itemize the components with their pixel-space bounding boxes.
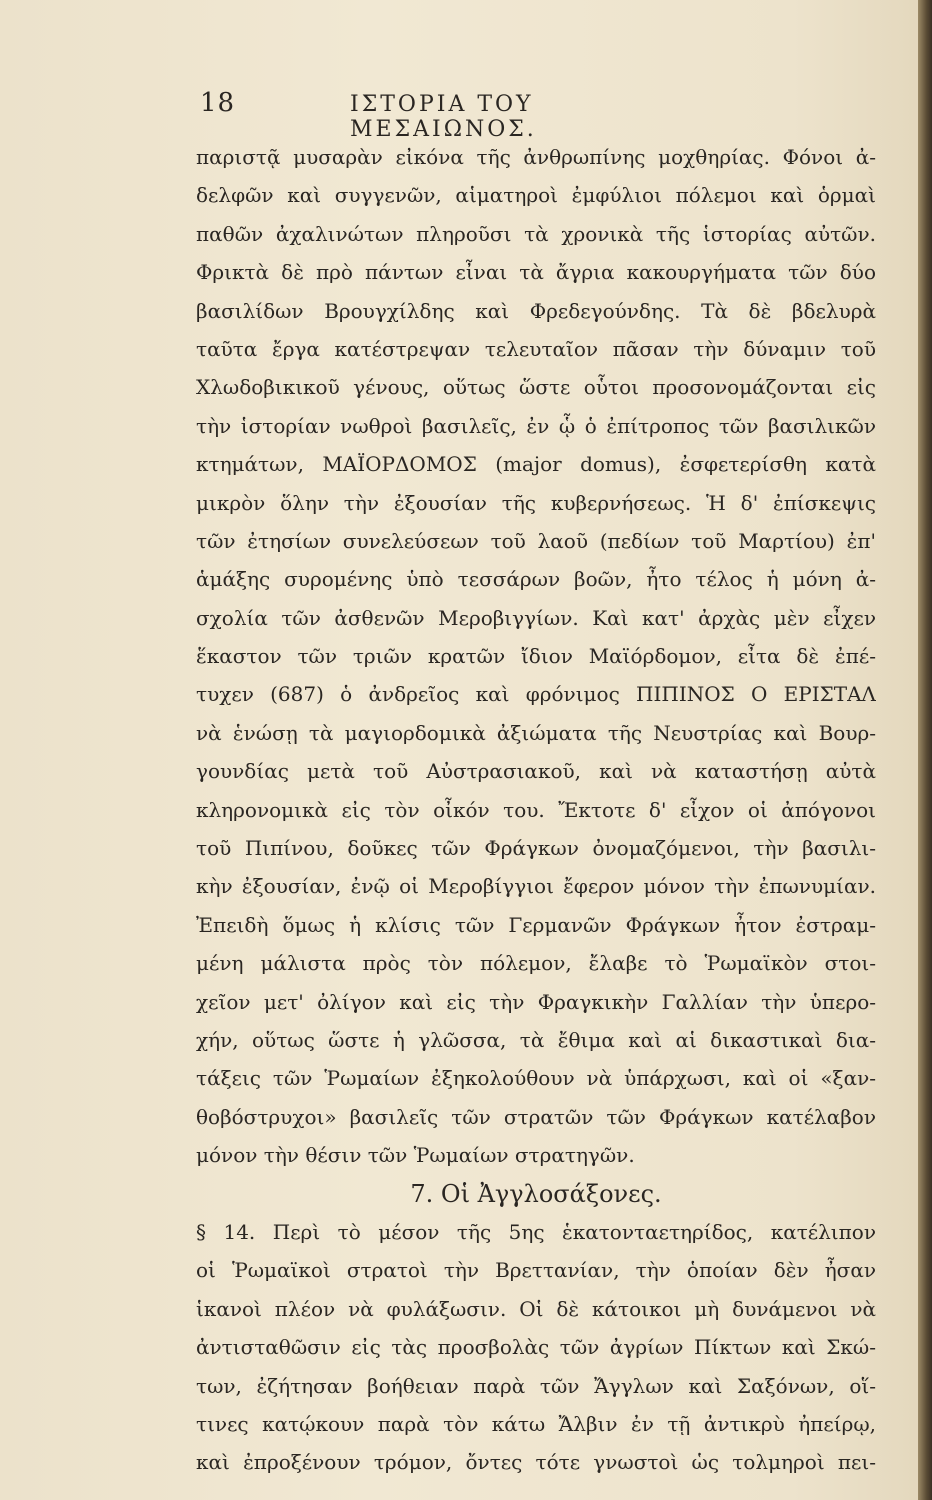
text-line: χήν, οὕτως ὥστε ἡ γλῶσσα, τὰ ἔθιμα καὶ αἱ δικαστικαὶ δια- (196, 1027, 876, 1052)
text-line: τάξεις τῶν Ῥωμαίων ἐξηκολούθουν νὰ ὑπάρχωσι, καὶ οἱ «ξαν- (196, 1066, 876, 1091)
page-body (196, 138, 876, 1482)
text-line: τινες κατῴκουν παρὰ τὸν κάτω Ἄλβιν ἐν τῇ ἀντικρὺ ἠπείρῳ, (196, 1411, 876, 1436)
text-line: τῶν ἐτησίων συνελεύσεων τοῦ λαοῦ (πεδίων τοῦ Μαρτίου) ἐπ' (196, 528, 876, 553)
book-spine-edge (918, 0, 932, 1500)
page-header (200, 88, 720, 142)
text-line: Φρικτὰ δὲ πρὸ πάντων εἶναι τὰ ἄγρια κακουργήματα τῶν δύο (196, 260, 876, 285)
text-line: σχολία τῶν ἀσθενῶν Μεροβιγγίων. Καὶ κατ' ἀρχὰς μὲν εἶχεν (196, 605, 876, 630)
text-line: § 14. Περὶ τὸ μέσον τῆς 5ης ἑκατονταετηρίδος, κατέλιπον (196, 1219, 876, 1244)
text-line: μένη μάλιστα πρὸς τὸν πόλεμον, ἔλαβε τὸ Ῥωμαϊκὸν στοι- (196, 951, 876, 976)
text-line: χεῖον μετ' ὀλίγον καὶ εἰς τὴν Φραγκικὴν Γαλλίαν τὴν ὑπερο- (196, 989, 876, 1014)
text-line: καὶ ἐπροξένουν τρόμον, ὄντες τότε γνωστοὶ ὡς τολμηροὶ πει- (196, 1450, 876, 1475)
text-line: μόνον τὴν θέσιν τῶν Ῥωμαίων στρατηγῶν. (196, 1143, 635, 1168)
text-line: παριστᾷ μυσαρὰν εἰκόνα τῆς ἀνθρωπίνης μοχθηρίας. Φόνοι ἀ- (196, 145, 876, 169)
text-line: γουνδίας μετὰ τοῦ Αὐστρασιακοῦ, καὶ νὰ καταστήσῃ αὐτὰ (196, 759, 876, 784)
text-line: Χλωδοβικικοῦ γένους, οὕτως ὥστε οὗτοι προσονομάζονται εἰς (196, 375, 876, 400)
text-line: Ἐπειδὴ ὅμως ἡ κλίσις τῶν Γερμανῶν Φράγκων ἦτον ἐστραμ- (196, 912, 876, 937)
text-line: παθῶν ἀχαλινώτων πληροῦσι τὰ χρονικὰ τῆς ἱστορίας αὐτῶν. (196, 221, 876, 246)
text-line: ἱκανοὶ πλέον νὰ φυλάξωσιν. Οἱ δὲ κάτοικοι μὴ δυνάμενοι νὰ (196, 1296, 876, 1321)
text-line: βασιλίδων Βρουγχίλδης καὶ Φρεδεγούνδης. Τὰ δὲ βδελυρὰ (196, 298, 876, 323)
text-line: κληρονομικὰ εἰς τὸν οἶκόν του. Ἔκτοτε δ' εἶχον οἱ ἀπόγονοι (196, 797, 876, 822)
running-title: ΙΣΤΟΡΙΑ ΤΟΥ ΜΕΣΑΙΩΝΟΣ. (350, 92, 537, 142)
text-line: νὰ ἑνώσῃ τὰ μαγιορδομικὰ ἀξιώματα τῆς Νευστρίας καὶ Βουρ- (196, 720, 876, 745)
text-line: οἱ Ῥωμαϊκοὶ στρατοὶ τὴν Βρεττανίαν, τὴν ὁποίαν δὲν ἦσαν (196, 1258, 876, 1283)
text-line: κὴν ἐξουσίαν, ἐνῷ οἱ Μεροβίγγιοι ἔφερον μόνον τὴν ἐπωνυμίαν. (196, 874, 876, 899)
text-line: κτημάτων, ΜΑΪΟΡΔΟΜΟΣ (major domus), ἐσφετερίσθη κατὰ (196, 452, 876, 477)
text-line: δελφῶν καὶ συγγενῶν, αἱματηροὶ ἐμφύλιοι πόλεμοι καὶ ὁρμαὶ (196, 183, 876, 208)
text-line: τυχεν (687) ὁ ἀνδρεῖος καὶ φρόνιμος ΠΙΠΙΝΟΣ Ο ΕΡΙΣΤΑΛ (196, 682, 876, 707)
text-line: ἀντισταθῶσιν εἰς τὰς προσβολὰς τῶν ἀγρίων Πίκτων καὶ Σκώ- (196, 1335, 876, 1360)
text-line: τὴν ἱστορίαν νωθροὶ βασιλεῖς, ἐν ᾧ ὁ ἐπίτροπος τῶν βασιλικῶν (196, 413, 876, 438)
text-line: μικρὸν ὅλην τὴν ἐξουσίαν τῆς κυβερνήσεως. Ἡ δ' ἐπίσκεψις (196, 490, 876, 515)
section-heading: 7. Οἱ Ἀγγλοσάξονες. (410, 1179, 662, 1208)
text-line: των, ἐζήτησαν βοήθειαν παρὰ τῶν Ἄγγλων καὶ Σαξόνων, οἵ- (196, 1373, 876, 1398)
text-line: θοβόστρυχοι» βασιλεῖς τῶν στρατῶν τῶν Φράγκων κατέλαβον (196, 1104, 876, 1129)
text-line: ἁμάξης συρομένης ὑπὸ τεσσάρων βοῶν, ἦτο τέλος ἡ μόνη ἀ- (196, 567, 876, 592)
text-line: τοῦ Πιπίνου, δοῦκες τῶν Φράγκων ὀνομαζόμενοι, τὴν βασιλι- (196, 836, 876, 861)
page-number: 18 (200, 88, 236, 118)
text-line: ἕκαστον τῶν τριῶν κρατῶν ἴδιον Μαϊόρδομον, εἶτα δὲ ἐπέ- (196, 644, 876, 669)
text-line: ταῦτα ἔργα κατέστρεψαν τελευταῖον πᾶσαν τὴν δύναμιν τοῦ (196, 336, 876, 361)
